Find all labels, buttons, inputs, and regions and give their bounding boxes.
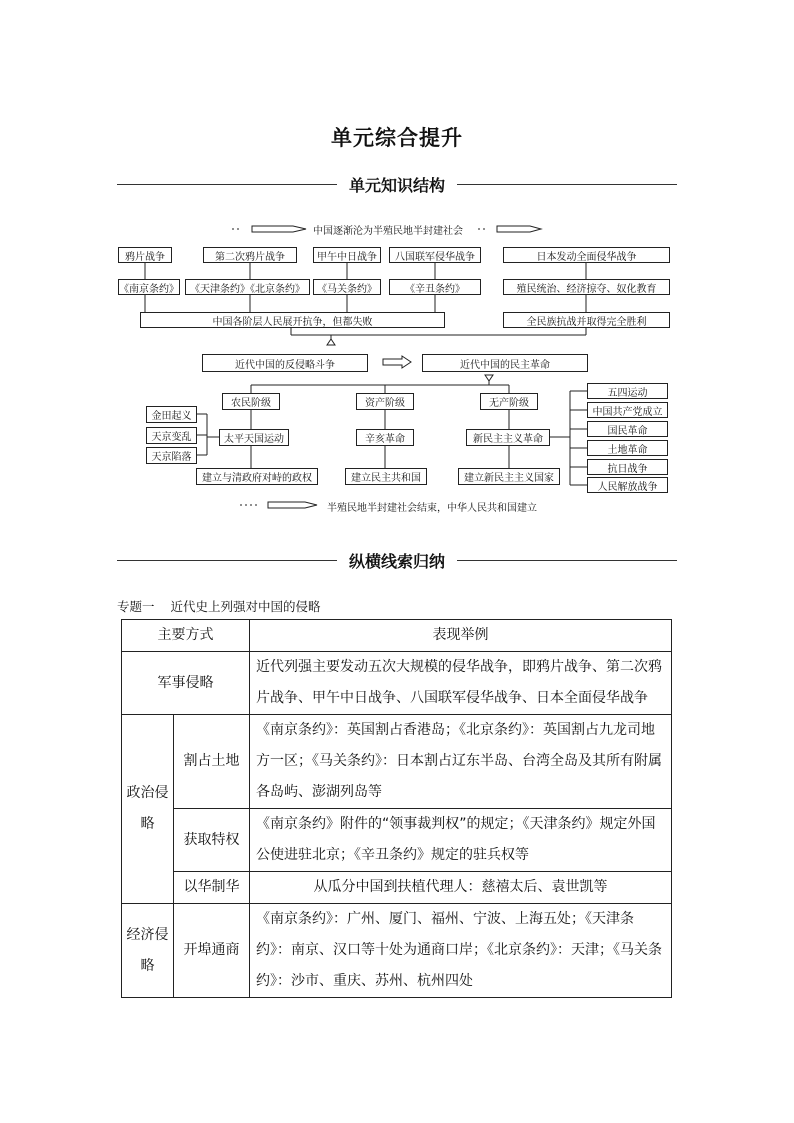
new-dem-event-box: 五四运动	[587, 383, 668, 399]
top-arrow-text: 中国逐渐沦为半殖民地半封建社会	[313, 226, 463, 237]
new-dem-event-box: 国民革命	[587, 421, 668, 437]
category-label: 经济侵略	[122, 904, 174, 998]
row-label: 军事侵略	[122, 652, 250, 715]
table-header-row	[122, 620, 672, 652]
class-box: 资产阶级	[356, 393, 414, 410]
war-box: 甲午中日战争	[313, 247, 381, 263]
treaty-box: 《辛丑条约》	[389, 279, 481, 295]
topic-heading	[117, 597, 321, 615]
struggle-to-revolution-arrow	[383, 356, 411, 368]
invasion-table	[121, 619, 672, 998]
war-box: 八国联军侵华战争	[389, 247, 481, 263]
section-heading-clues	[117, 549, 677, 571]
treaty-box: 殖民统治、经济掠夺、奴化教育	[503, 279, 670, 295]
topic-label: 专题一	[117, 599, 155, 614]
revolution-box: 近代中国的民主革命	[422, 354, 588, 372]
event-box: 新民主主义革命	[466, 429, 550, 446]
war-box: 第二次鸦片战争	[203, 247, 297, 263]
taiping-event-box: 金田起义	[146, 406, 197, 423]
table-row	[122, 904, 672, 998]
event-box: 辛亥革命	[356, 429, 414, 446]
table-header-cell: 表现举例	[250, 620, 672, 652]
divider-left	[117, 560, 337, 561]
treaty-box: 《南京条约》	[118, 279, 180, 295]
struggle-box: 近代中国的反侵略斗争	[202, 354, 368, 372]
result-box: 建立新民主主义国家	[458, 468, 560, 485]
knowledge-diagram-lines	[0, 0, 794, 530]
war-box: 日本发动全面侵华战争	[503, 247, 670, 263]
row-text: 《南京条约》附件的“领事裁判权”的规定；《天津条约》规定外国公使进驻北京；《辛丑条约》规定的驻兵权等	[250, 809, 672, 872]
taiping-event-box: 天京变乱	[146, 427, 197, 444]
table-row	[122, 715, 672, 809]
resist-right-box: 全民族抗战并取得完全胜利	[503, 312, 670, 328]
result-box: 建立与清政府对峙的政权	[196, 468, 318, 485]
row-text: 近代列强主要发动五次大规模的侵华战争，即鸦片战争、第二次鸦片战争、甲午中日战争、八国联军侵华战争、日本全面侵华战争	[250, 652, 672, 715]
class-box: 农民阶级	[222, 393, 280, 410]
category-label: 政治侵略	[122, 715, 174, 904]
divider-right	[457, 560, 677, 561]
table-row	[122, 872, 672, 904]
resist-left-box: 中国各阶层人民展开抗争，但都失败	[140, 312, 445, 328]
taiping-event-box: 天京陷落	[146, 447, 197, 464]
new-dem-event-box: 人民解放战争	[587, 477, 668, 493]
treaty-box: 《天津条约》《北京条约》	[185, 279, 310, 295]
row-text: 《南京条约》：广州、厦门、福州、宁波、上海五处；《天津条约》：南京、汉口等十处为通商口岸；《北京条约》：天津；《马关条约》：沙市、重庆、苏州、杭州四处	[250, 904, 672, 998]
page-title: 单元综合提升	[331, 126, 463, 150]
bottom-arrow-text: 半殖民地半封建社会结束，中华人民共和国建立	[327, 503, 537, 514]
table-row	[122, 652, 672, 715]
row-label: 开埠通商	[174, 904, 250, 998]
section-title: 纵横线索归纳	[349, 551, 446, 571]
event-box: 太平天国运动	[219, 429, 289, 446]
topic-text: 近代史上列强对中国的侵略	[170, 599, 321, 614]
row-text: 《南京条约》：英国割占香港岛；《北京条约》：英国割占九龙司地方一区；《马关条约》：日本割占辽东半岛、台湾全岛及其所有附属各岛屿、澎湖列岛等	[250, 715, 672, 809]
section-title: 单元知识结构	[349, 175, 446, 195]
new-dem-event-box: 中国共产党成立	[587, 402, 668, 418]
table-header-cell: 主要方式	[122, 620, 250, 652]
row-label: 获取特权	[174, 809, 250, 872]
result-box: 建立民主共和国	[345, 468, 427, 485]
bottom-arrow	[268, 502, 317, 508]
row-text: 从瓜分中国到扶植代理人：慈禧太后、袁世凯等	[250, 872, 672, 904]
table-row	[122, 809, 672, 872]
new-dem-event-box: 土地革命	[587, 440, 668, 456]
new-dem-event-box: 抗日战争	[587, 459, 668, 475]
row-label: 以华制华	[174, 872, 250, 904]
class-box: 无产阶级	[480, 393, 538, 410]
top-arrow	[252, 226, 306, 232]
row-label: 割占土地	[174, 715, 250, 809]
treaty-box: 《马关条约》	[313, 279, 381, 295]
top-arrow-right	[497, 226, 541, 232]
war-box: 鸦片战争	[118, 247, 172, 263]
